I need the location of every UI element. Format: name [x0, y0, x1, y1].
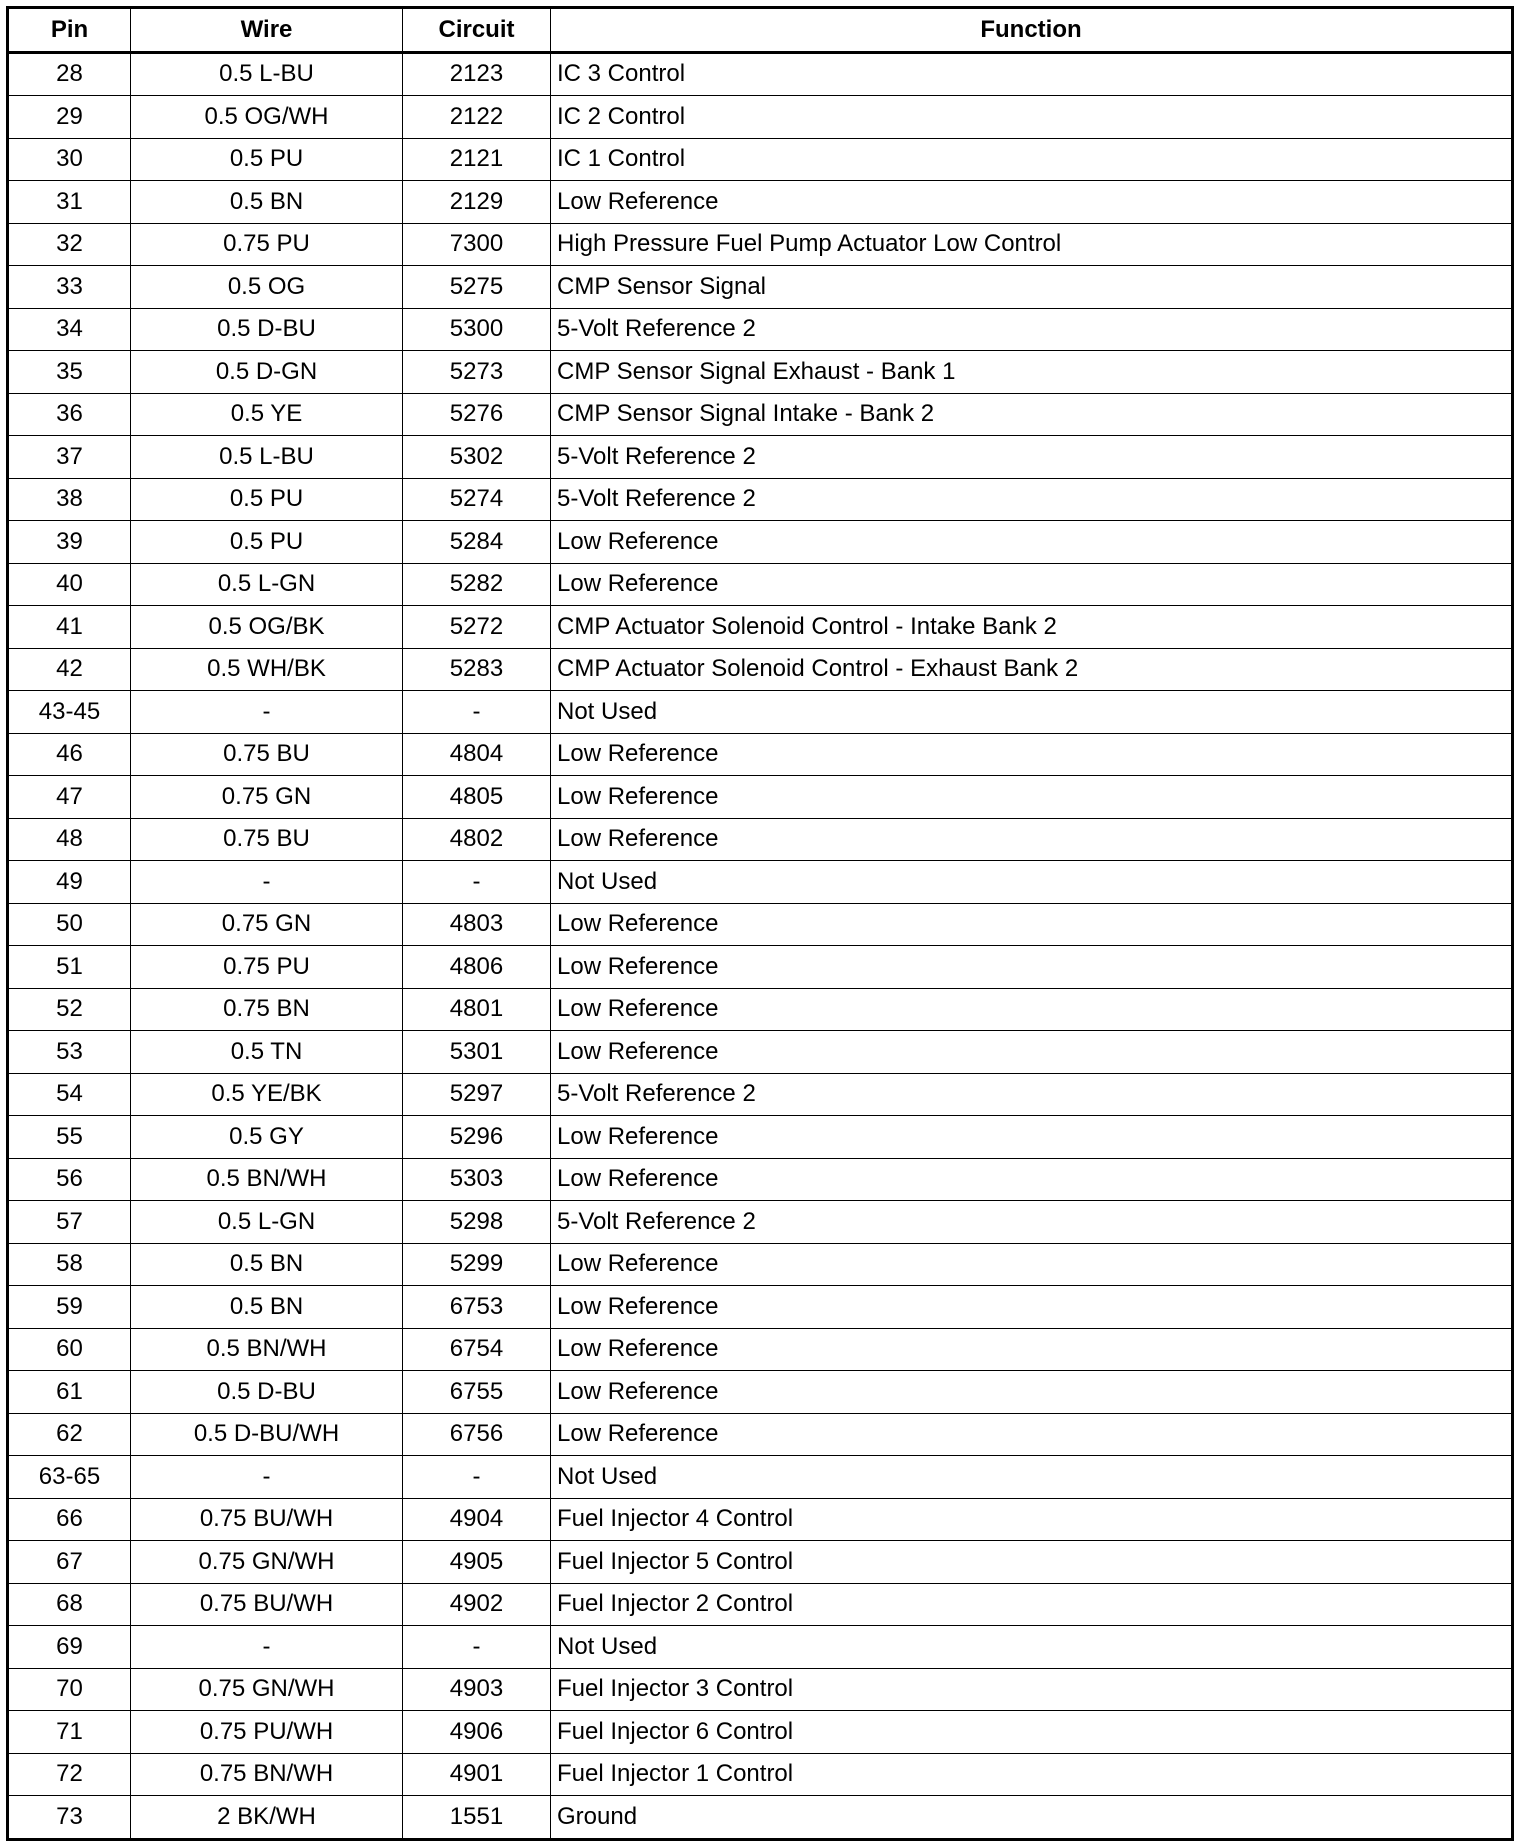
function-cell: Fuel Injector 6 Control: [551, 1711, 1513, 1754]
table-row: [8, 393, 1513, 436]
circuit-cell: 5297: [403, 1073, 551, 1116]
wire-cell: 0.5 D-BU: [131, 308, 403, 351]
table-row: [8, 52, 1513, 96]
wire-cell: 0.5 D-BU: [131, 1371, 403, 1414]
pin-cell: 41: [8, 606, 131, 649]
circuit-cell: 4904: [403, 1498, 551, 1541]
function-cell: Ground: [551, 1796, 1513, 1840]
circuit-cell: 4906: [403, 1711, 551, 1754]
circuit-cell: 5298: [403, 1201, 551, 1244]
function-cell: Low Reference: [551, 1328, 1513, 1371]
pin-cell: 35: [8, 351, 131, 394]
pin-cell: 50: [8, 903, 131, 946]
circuit-cell: 6756: [403, 1413, 551, 1456]
wire-cell: 0.5 WH/BK: [131, 648, 403, 691]
wire-cell: -: [131, 691, 403, 734]
table-row: [8, 181, 1513, 224]
pin-cell: 69: [8, 1626, 131, 1669]
pin-cell: 48: [8, 818, 131, 861]
wire-cell: 0.5 BN: [131, 1286, 403, 1329]
function-cell: CMP Sensor Signal Intake - Bank 2: [551, 393, 1513, 436]
circuit-cell: 5282: [403, 563, 551, 606]
function-cell: IC 1 Control: [551, 138, 1513, 181]
wire-cell: 0.75 BU: [131, 733, 403, 776]
table-row: [8, 563, 1513, 606]
table-row: [8, 691, 1513, 734]
table-row: [8, 308, 1513, 351]
table-row: [8, 223, 1513, 266]
circuit-cell: 5283: [403, 648, 551, 691]
table-row: [8, 478, 1513, 521]
circuit-cell: -: [403, 1626, 551, 1669]
table-row: [8, 818, 1513, 861]
wire-cell: 0.5 OG/BK: [131, 606, 403, 649]
table-row: [8, 1711, 1513, 1754]
function-cell: 5-Volt Reference 2: [551, 478, 1513, 521]
circuit-cell: -: [403, 861, 551, 904]
pin-cell: 46: [8, 733, 131, 776]
wire-cell: 0.5 GY: [131, 1116, 403, 1159]
circuit-cell: -: [403, 1456, 551, 1499]
wire-cell: 0.5 L-GN: [131, 563, 403, 606]
function-cell: Low Reference: [551, 946, 1513, 989]
circuit-cell: 2122: [403, 96, 551, 139]
table-row: [8, 988, 1513, 1031]
pin-cell: 59: [8, 1286, 131, 1329]
pin-cell: 42: [8, 648, 131, 691]
circuit-cell: 2121: [403, 138, 551, 181]
function-cell: Not Used: [551, 1626, 1513, 1669]
table-row: [8, 1753, 1513, 1796]
function-cell: Fuel Injector 3 Control: [551, 1668, 1513, 1711]
circuit-cell: 2123: [403, 52, 551, 96]
wire-cell: 0.5 BN/WH: [131, 1328, 403, 1371]
wire-cell: -: [131, 1626, 403, 1669]
pin-cell: 60: [8, 1328, 131, 1371]
function-cell: CMP Actuator Solenoid Control - Intake Bank 2: [551, 606, 1513, 649]
header-row: [8, 8, 1513, 53]
circuit-cell: 4801: [403, 988, 551, 1031]
wire-cell: 0.75 BU: [131, 818, 403, 861]
function-cell: 5-Volt Reference 2: [551, 1073, 1513, 1116]
wire-cell: 0.5 PU: [131, 478, 403, 521]
circuit-cell: 1551: [403, 1796, 551, 1840]
table-row: [8, 1243, 1513, 1286]
pin-cell: 47: [8, 776, 131, 819]
wire-cell: 0.5 OG/WH: [131, 96, 403, 139]
circuit-cell: 4905: [403, 1541, 551, 1584]
wire-cell: 0.75 GN/WH: [131, 1541, 403, 1584]
function-cell: 5-Volt Reference 2: [551, 308, 1513, 351]
table-row: [8, 1456, 1513, 1499]
table-row: [8, 733, 1513, 776]
pin-cell: 67: [8, 1541, 131, 1584]
table-row: [8, 138, 1513, 181]
pin-cell: 40: [8, 563, 131, 606]
function-cell: Low Reference: [551, 1413, 1513, 1456]
table-row: [8, 1201, 1513, 1244]
circuit-cell: 4805: [403, 776, 551, 819]
function-cell: Fuel Injector 1 Control: [551, 1753, 1513, 1796]
table-row: [8, 1328, 1513, 1371]
wire-cell: 0.75 PU: [131, 946, 403, 989]
wire-cell: 0.75 GN/WH: [131, 1668, 403, 1711]
circuit-cell: 5275: [403, 266, 551, 309]
wire-cell: 0.75 BN: [131, 988, 403, 1031]
circuit-cell: 2129: [403, 181, 551, 224]
function-cell: Fuel Injector 2 Control: [551, 1583, 1513, 1626]
pin-cell: 57: [8, 1201, 131, 1244]
pin-cell: 52: [8, 988, 131, 1031]
table-row: [8, 1116, 1513, 1159]
table-row: [8, 1073, 1513, 1116]
circuit-cell: 5300: [403, 308, 551, 351]
pin-cell: 37: [8, 436, 131, 479]
circuit-cell: 5272: [403, 606, 551, 649]
wire-cell: -: [131, 861, 403, 904]
header-pin: Pin: [8, 8, 131, 53]
table-row: [8, 1668, 1513, 1711]
function-cell: 5-Volt Reference 2: [551, 436, 1513, 479]
circuit-cell: 6755: [403, 1371, 551, 1414]
circuit-cell: 5274: [403, 478, 551, 521]
wire-cell: 0.5 L-BU: [131, 52, 403, 96]
function-cell: Low Reference: [551, 1158, 1513, 1201]
function-cell: 5-Volt Reference 2: [551, 1201, 1513, 1244]
circuit-cell: 5303: [403, 1158, 551, 1201]
pin-cell: 39: [8, 521, 131, 564]
function-cell: Low Reference: [551, 1286, 1513, 1329]
function-cell: Low Reference: [551, 818, 1513, 861]
table-row: [8, 1626, 1513, 1669]
pin-cell: 58: [8, 1243, 131, 1286]
pin-cell: 68: [8, 1583, 131, 1626]
table-row: [8, 351, 1513, 394]
function-cell: Fuel Injector 5 Control: [551, 1541, 1513, 1584]
wire-cell: 0.5 BN: [131, 181, 403, 224]
pin-cell: 70: [8, 1668, 131, 1711]
circuit-cell: 5301: [403, 1031, 551, 1074]
header-function: Function: [551, 8, 1513, 53]
function-cell: Low Reference: [551, 733, 1513, 776]
wire-cell: 0.5 L-BU: [131, 436, 403, 479]
wire-cell: 2 BK/WH: [131, 1796, 403, 1840]
wire-cell: 0.5 PU: [131, 521, 403, 564]
function-cell: Fuel Injector 4 Control: [551, 1498, 1513, 1541]
pin-cell: 31: [8, 181, 131, 224]
table-row: [8, 903, 1513, 946]
circuit-cell: 7300: [403, 223, 551, 266]
pin-cell: 29: [8, 96, 131, 139]
function-cell: Low Reference: [551, 181, 1513, 224]
wire-cell: 0.75 GN: [131, 903, 403, 946]
circuit-cell: 4903: [403, 1668, 551, 1711]
table-row: [8, 1796, 1513, 1840]
table-row: [8, 436, 1513, 479]
circuit-cell: 4806: [403, 946, 551, 989]
pin-cell: 63-65: [8, 1456, 131, 1499]
pin-cell: 55: [8, 1116, 131, 1159]
pin-cell: 28: [8, 52, 131, 96]
pin-cell: 61: [8, 1371, 131, 1414]
wire-cell: 0.5 TN: [131, 1031, 403, 1074]
pin-cell: 56: [8, 1158, 131, 1201]
wire-cell: 0.5 BN: [131, 1243, 403, 1286]
function-cell: Low Reference: [551, 1031, 1513, 1074]
function-cell: Low Reference: [551, 776, 1513, 819]
circuit-cell: 5296: [403, 1116, 551, 1159]
table-header: [8, 8, 1513, 53]
pin-cell: 30: [8, 138, 131, 181]
wire-cell: 0.75 PU/WH: [131, 1711, 403, 1754]
pin-cell: 53: [8, 1031, 131, 1074]
table-row: [8, 606, 1513, 649]
function-cell: Not Used: [551, 861, 1513, 904]
circuit-cell: 5273: [403, 351, 551, 394]
circuit-cell: 4803: [403, 903, 551, 946]
wire-cell: 0.75 BN/WH: [131, 1753, 403, 1796]
function-cell: CMP Sensor Signal: [551, 266, 1513, 309]
wire-cell: 0.5 PU: [131, 138, 403, 181]
pin-cell: 49: [8, 861, 131, 904]
pin-cell: 38: [8, 478, 131, 521]
table-row: [8, 1541, 1513, 1584]
pin-cell: 54: [8, 1073, 131, 1116]
wire-cell: 0.75 PU: [131, 223, 403, 266]
circuit-cell: 4802: [403, 818, 551, 861]
pin-cell: 43-45: [8, 691, 131, 734]
wire-cell: 0.5 OG: [131, 266, 403, 309]
wire-cell: 0.5 L-GN: [131, 1201, 403, 1244]
table-row: [8, 1031, 1513, 1074]
pin-cell: 33: [8, 266, 131, 309]
wire-cell: 0.5 BN/WH: [131, 1158, 403, 1201]
pin-cell: 51: [8, 946, 131, 989]
pin-cell: 71: [8, 1711, 131, 1754]
circuit-cell: 5299: [403, 1243, 551, 1286]
function-cell: Low Reference: [551, 1116, 1513, 1159]
function-cell: CMP Sensor Signal Exhaust - Bank 1: [551, 351, 1513, 394]
table-row: [8, 1158, 1513, 1201]
function-cell: Low Reference: [551, 988, 1513, 1031]
table-row: [8, 776, 1513, 819]
wire-cell: 0.75 BU/WH: [131, 1498, 403, 1541]
connector-pinout-table: [6, 6, 1514, 1841]
function-cell: IC 2 Control: [551, 96, 1513, 139]
table-body: [8, 52, 1513, 1839]
wire-cell: 0.5 D-BU/WH: [131, 1413, 403, 1456]
wire-cell: 0.5 YE/BK: [131, 1073, 403, 1116]
wire-cell: -: [131, 1456, 403, 1499]
pin-cell: 36: [8, 393, 131, 436]
circuit-cell: 5284: [403, 521, 551, 564]
function-cell: High Pressure Fuel Pump Actuator Low Control: [551, 223, 1513, 266]
table-row: [8, 861, 1513, 904]
wire-cell: 0.75 BU/WH: [131, 1583, 403, 1626]
circuit-cell: 5276: [403, 393, 551, 436]
pin-cell: 34: [8, 308, 131, 351]
wire-cell: 0.5 D-GN: [131, 351, 403, 394]
circuit-cell: 5302: [403, 436, 551, 479]
function-cell: CMP Actuator Solenoid Control - Exhaust Bank 2: [551, 648, 1513, 691]
table-row: [8, 521, 1513, 564]
table-row: [8, 1286, 1513, 1329]
function-cell: Not Used: [551, 691, 1513, 734]
function-cell: Low Reference: [551, 521, 1513, 564]
circuit-cell: 6754: [403, 1328, 551, 1371]
circuit-cell: 6753: [403, 1286, 551, 1329]
circuit-cell: 4902: [403, 1583, 551, 1626]
function-cell: Low Reference: [551, 1371, 1513, 1414]
pin-cell: 72: [8, 1753, 131, 1796]
function-cell: Low Reference: [551, 903, 1513, 946]
circuit-cell: -: [403, 691, 551, 734]
table-row: [8, 1371, 1513, 1414]
table-row: [8, 1498, 1513, 1541]
table-row: [8, 946, 1513, 989]
header-circuit: Circuit: [403, 8, 551, 53]
function-cell: Low Reference: [551, 1243, 1513, 1286]
table-row: [8, 1413, 1513, 1456]
pin-cell: 32: [8, 223, 131, 266]
pin-cell: 73: [8, 1796, 131, 1840]
circuit-cell: 4804: [403, 733, 551, 776]
table-row: [8, 266, 1513, 309]
function-cell: Not Used: [551, 1456, 1513, 1499]
header-wire: Wire: [131, 8, 403, 53]
wire-cell: 0.75 GN: [131, 776, 403, 819]
pin-cell: 66: [8, 1498, 131, 1541]
pin-cell: 62: [8, 1413, 131, 1456]
circuit-cell: 4901: [403, 1753, 551, 1796]
function-cell: IC 3 Control: [551, 52, 1513, 96]
function-cell: Low Reference: [551, 563, 1513, 606]
table-row: [8, 648, 1513, 691]
table-row: [8, 96, 1513, 139]
wire-cell: 0.5 YE: [131, 393, 403, 436]
table-row: [8, 1583, 1513, 1626]
